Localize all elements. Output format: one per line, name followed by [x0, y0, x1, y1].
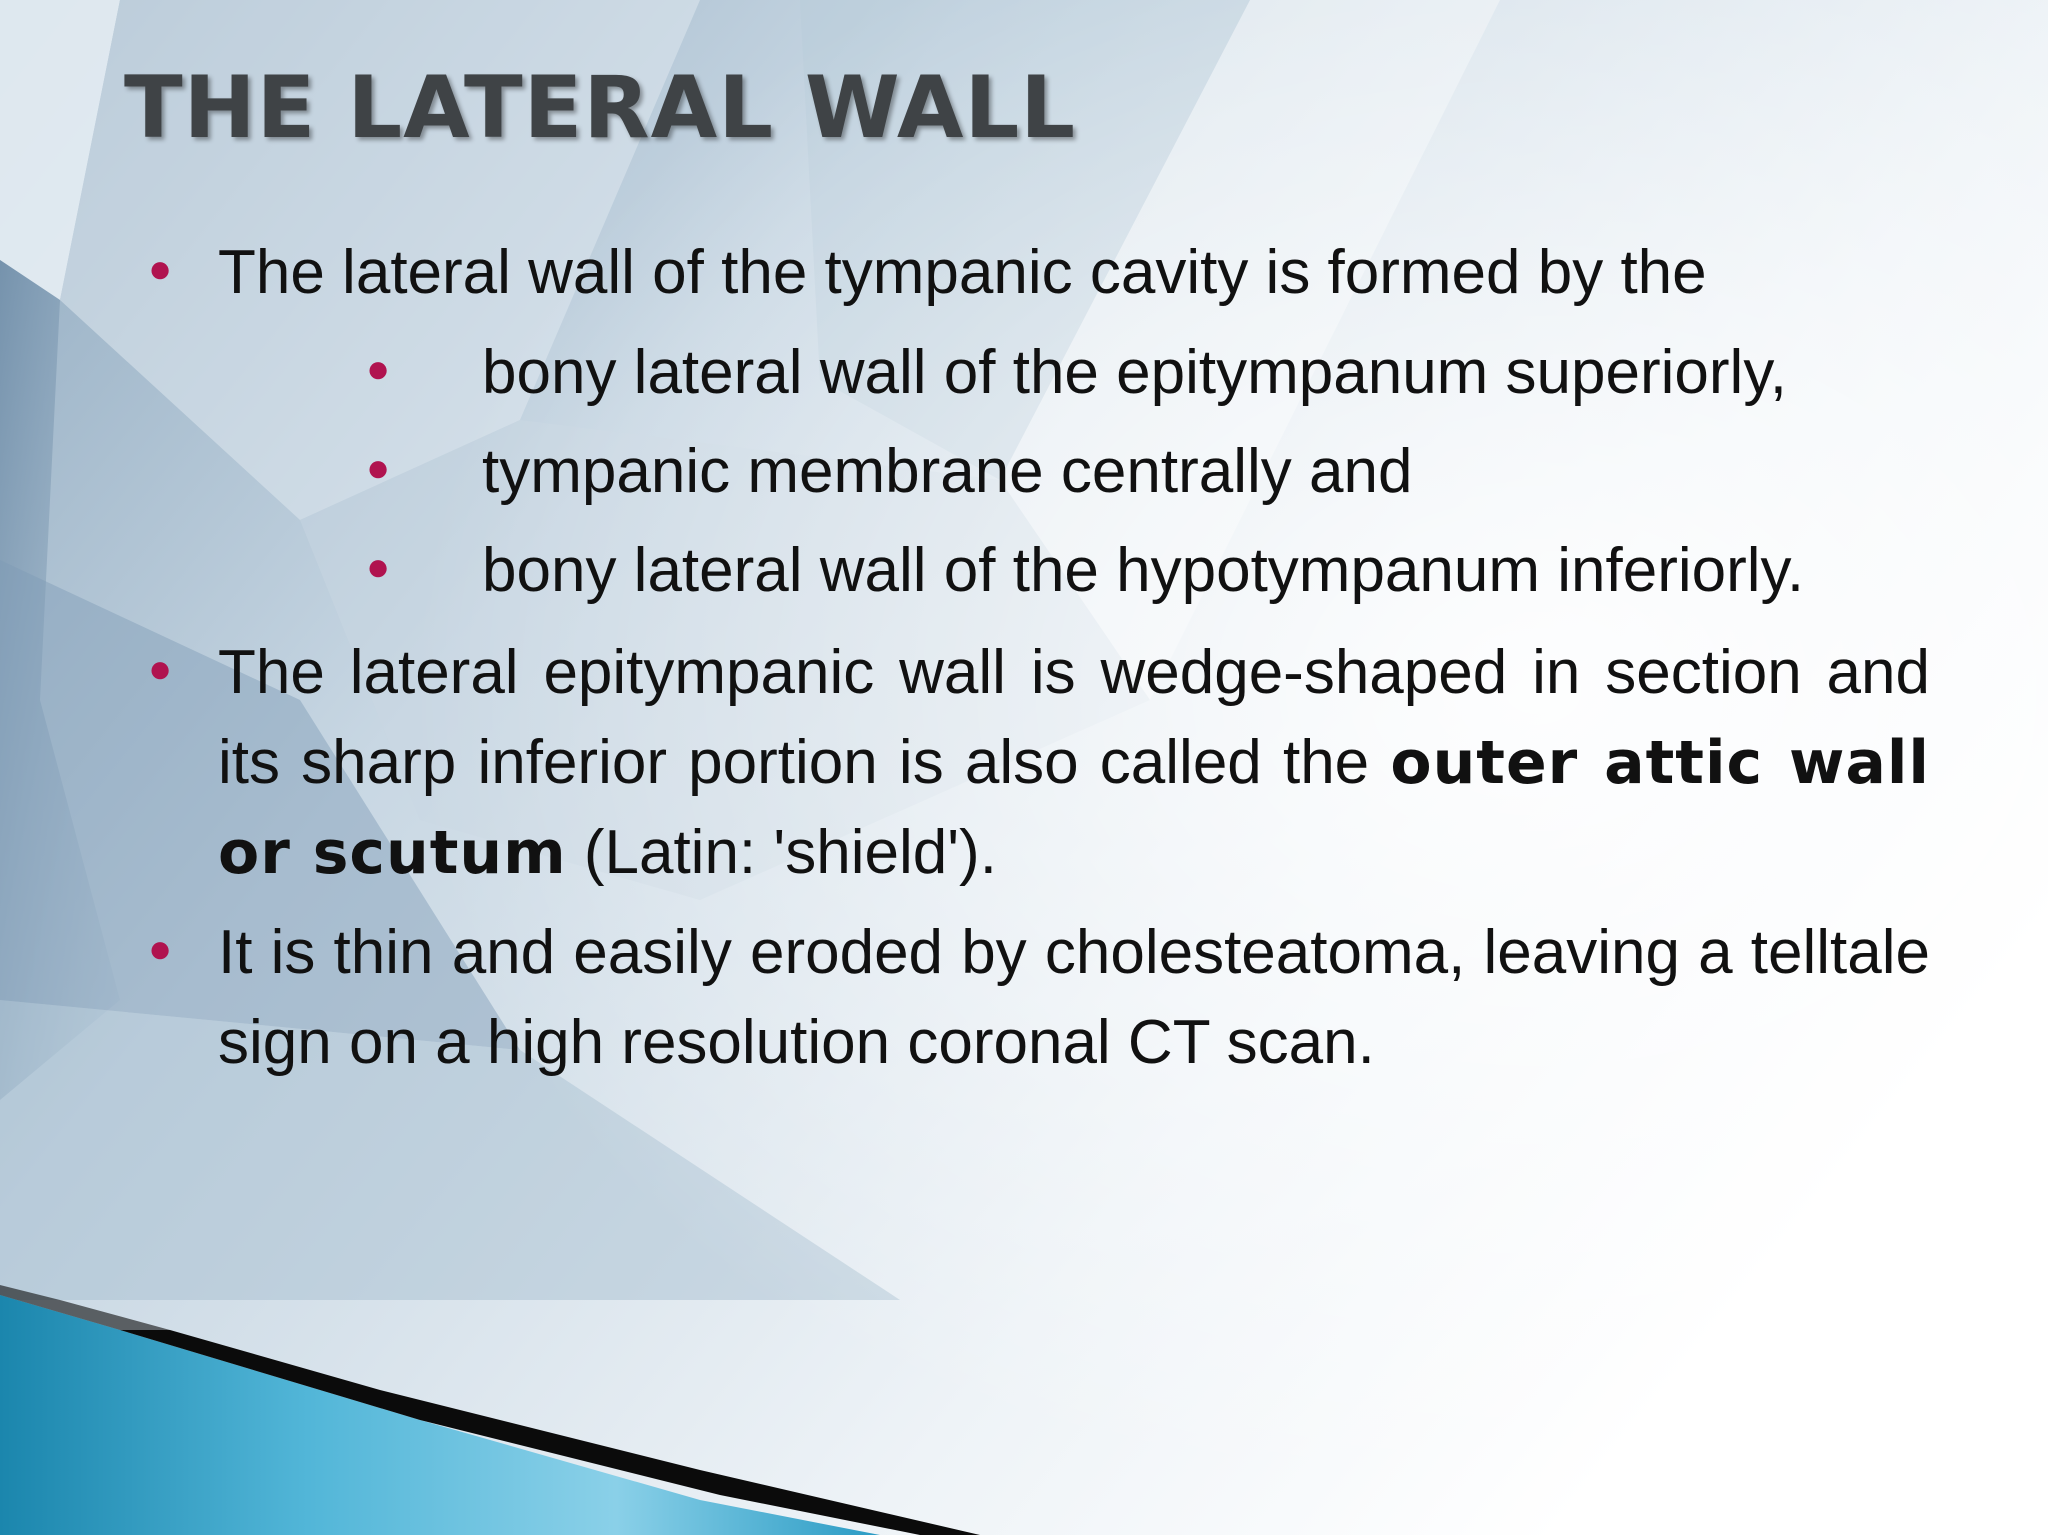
bullet-dot-icon: ● [366, 446, 391, 490]
bullet-item [148, 908, 1930, 1088]
bullet-item [148, 228, 1930, 318]
bullet-dot-icon: ● [148, 247, 173, 291]
bullet-text: The lateral wall of the tympanic cavity is formed by the [218, 238, 1707, 307]
bullet-dot-icon: ● [366, 545, 391, 589]
sub-bullet-text: bony lateral wall of the epitympanum superiorly, [482, 338, 1787, 407]
bullet-dot-icon: ● [366, 347, 391, 391]
sub-bullet-item [366, 328, 1982, 418]
bullet-dot-icon: ● [148, 927, 173, 971]
bullet-dot-icon: ● [148, 647, 173, 691]
bullet-text-tail: (Latin: 'shield'). [566, 818, 997, 887]
bullet-text: It is thin and easily eroded by cholesteatoma, leaving a telltale sign on a high resolution coronal CT scan. [218, 918, 1930, 1077]
slide-title: THE LATERAL WALL [124, 58, 1077, 158]
bullet-text: The lateral epitympanic wall is wedge-shaped in section and its sharp inferior portion is also called the [218, 638, 1930, 797]
sub-bullet-text: tympanic membrane centrally and [482, 437, 1413, 506]
bullet-item [148, 628, 1930, 898]
bold-term-scutum: outer attic wall or scutum [218, 728, 1930, 888]
sub-bullet-item [366, 427, 1982, 517]
sub-bullet-text: bony lateral wall of the hypotympanum inferiorly. [482, 536, 1805, 605]
sub-bullet-item [366, 526, 1982, 616]
